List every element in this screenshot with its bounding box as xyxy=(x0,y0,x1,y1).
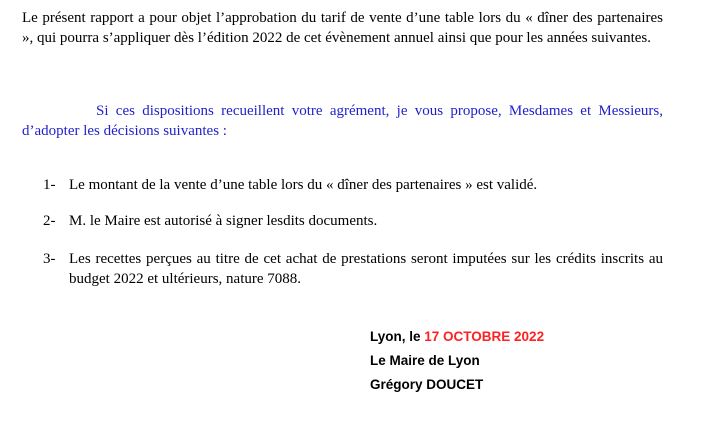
signature-name: Grégory DOUCET xyxy=(370,377,484,392)
signature-title: Le Maire de Lyon xyxy=(370,353,480,368)
decision-item-3 xyxy=(43,250,663,289)
proposal-paragraph xyxy=(22,102,663,141)
signature-place-date xyxy=(370,325,544,349)
decision-number: 1- xyxy=(43,177,56,193)
decision-text: Le montant de la vente d’une table lors du « dîner des partenaires » est validé. xyxy=(69,177,538,193)
signature-place: Lyon, le xyxy=(370,329,425,344)
decision-number: 2- xyxy=(43,213,56,229)
decision-text: M. le Maire est autorisé à signer lesdits documents. xyxy=(69,213,378,229)
decision-number: 3- xyxy=(43,251,56,267)
decision-text: Les recettes perçues au titre de cet achat de prestations seront imputées sur les crédits inscrits au budget 2022 et ultérieurs, nature 7088. xyxy=(69,251,663,287)
signature-date: 17 OCTOBRE 2022 xyxy=(424,329,545,344)
decision-item-1 xyxy=(43,176,663,196)
decision-item-2 xyxy=(43,212,663,232)
intro-paragraph: Le présent rapport a pour objet l’approbation du tarif de vente d’une table lors du « dîner des partenaires », qui pourra s’appliquer dès l’édition 2022 de cet évènement annuel ainsi que pour les années suivantes. xyxy=(22,10,663,46)
signature-block xyxy=(370,325,544,397)
proposal-paragraph-text: Si ces dispositions recueillent votre agrément, je vous propose, Mesdames et Messieurs, d’adopter les décisions suivantes : xyxy=(22,103,663,139)
